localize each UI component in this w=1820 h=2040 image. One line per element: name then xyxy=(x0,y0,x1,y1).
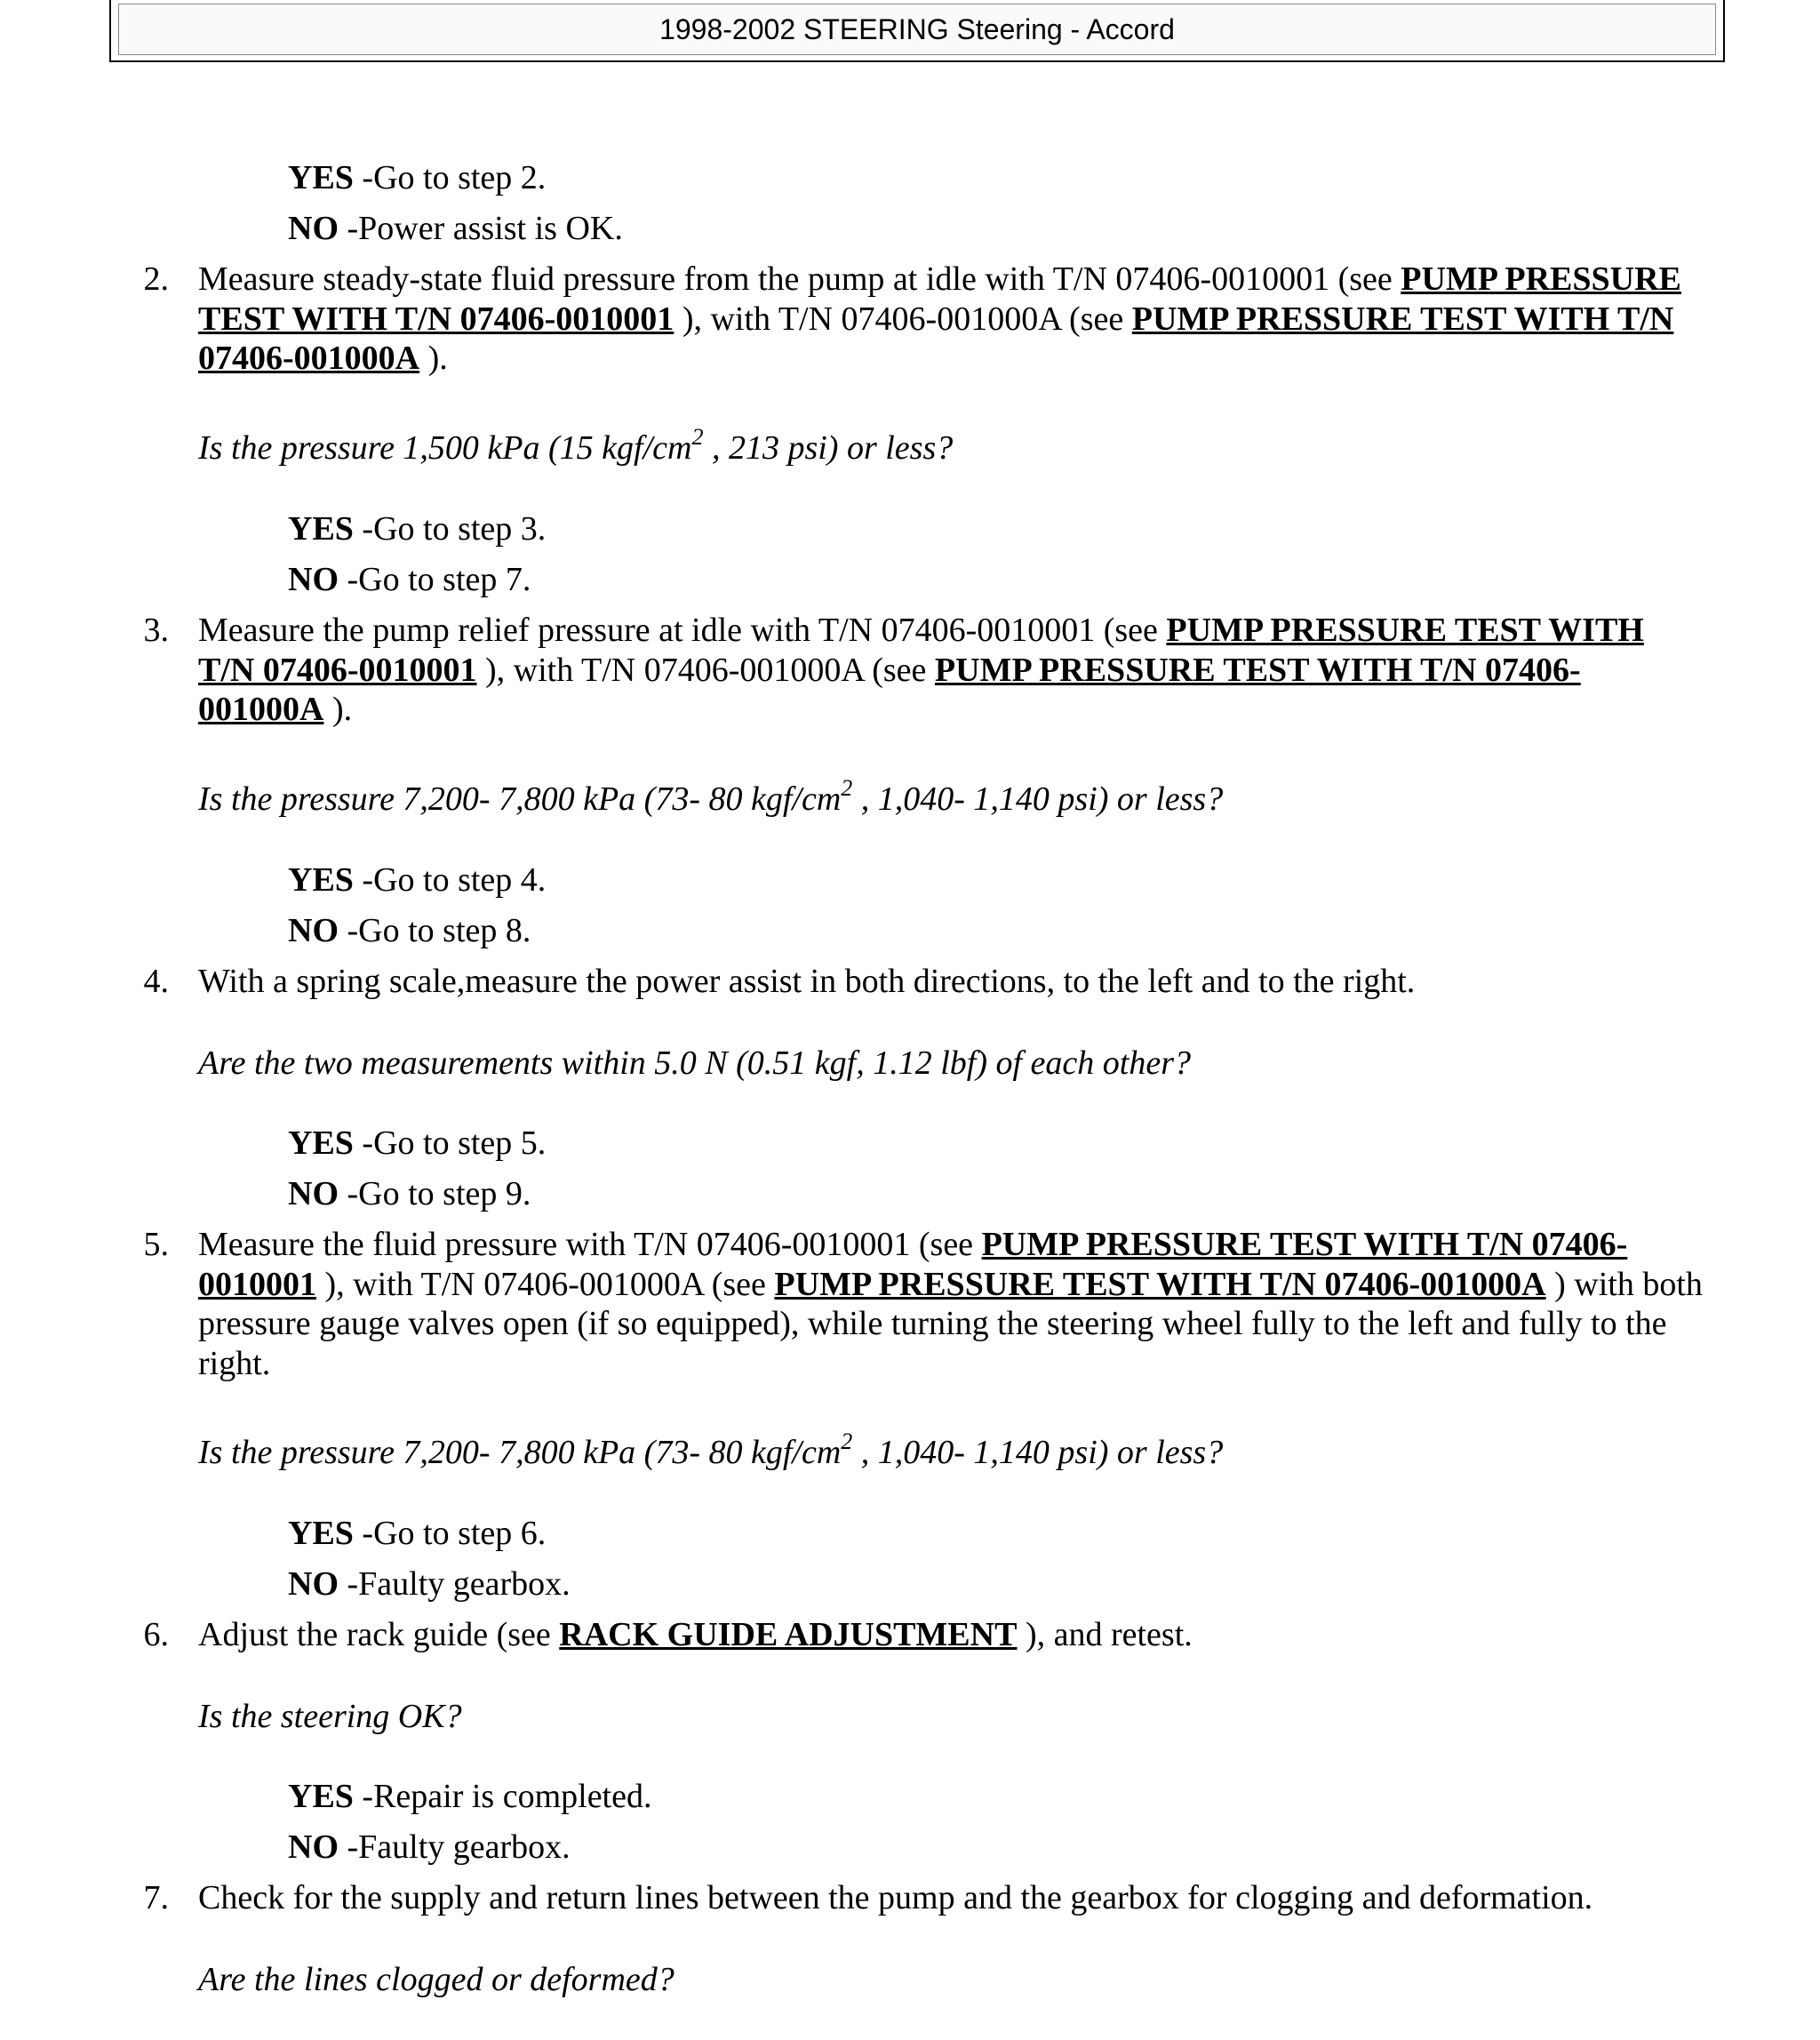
step2-no: NO -Go to step 7. xyxy=(288,561,531,598)
step5-question: Is the pressure 7,200- 7,800 kPa (73- 80 kgf/$cm^2$ , 1,040- 1,140 psi) or less? xyxy=(198,1428,1224,1471)
step4-question: Are the two measurements within 5.0 N (0.51 kgf, 1.12 lbf) of each other? xyxy=(198,1044,1191,1082)
step6-text: Adjust the rack guide (see RACK GUIDE ADJUSTMENT ), and retest. xyxy=(198,1616,1193,1653)
page-header xyxy=(118,4,1716,55)
step5-number: 5. xyxy=(143,1226,169,1263)
step3-number: 3. xyxy=(143,612,169,649)
step2-yes: YES -Go to step 3. xyxy=(288,510,547,548)
step6-yes: YES -Repair is completed. xyxy=(288,1778,652,1815)
step6-link-rack-guide[interactable]: RACK GUIDE ADJUSTMENT xyxy=(559,1616,1018,1653)
step6-question: Is the steering OK? xyxy=(198,1698,462,1735)
step5-link-test-0010001[interactable]: PUMP PRESSURE TEST WITH T/N 07406-0010001 xyxy=(198,1226,1628,1303)
step3-no: NO -Go to step 8. xyxy=(288,912,531,949)
header-title: 1998-2002 STEERING Steering - Accord xyxy=(659,12,1175,45)
step5-yes: YES -Go to step 6. xyxy=(288,1515,547,1552)
step6-no: NO -Faulty gearbox. xyxy=(288,1828,571,1866)
step7-text: Check for the supply and return lines between the pump and the gearbox for clogging and deformation. xyxy=(198,1879,1593,1916)
step2-question: Is the pressure 1,500 kPa (15 kgf/$cm^2$ , 213 psi) or less? xyxy=(198,424,954,467)
step1-no: NO -Power assist is OK. xyxy=(288,210,623,247)
step7-number: 7. xyxy=(143,1879,169,1916)
step3-link-test-001000a[interactable]: PUMP PRESSURE TEST WITH T/N 07406-001000A xyxy=(198,651,1581,728)
step2-text: Measure steady-state fluid pressure from the pump at idle with T/N 07406-0010001 (see PUMP PRESSURE TEST WITH T/N 07406-0010001 ), with T/N 07406-001000A (see PUMP PRESSURE TEST WITH T/N 07406-001000A ). xyxy=(198,260,1681,377)
step3-question: Is the pressure 7,200- 7,800 kPa (73- 80 kgf/$cm^2$ , 1,040- 1,140 psi) or less? xyxy=(198,775,1224,818)
step2-link-test-001000a[interactable]: PUMP PRESSURE TEST WITH T/N 07406-001000A xyxy=(198,300,1674,377)
step7-question: Are the lines clogged or deformed? xyxy=(198,1961,675,1998)
step5-text: Measure the fluid pressure with T/N 07406-0010001 (see PUMP PRESSURE TEST WITH T/N 07406-0010001 ), with T/N 07406-001000A (see PUMP PRESSURE TEST WITH T/N 07406-001000A ) with both pressure gauge valves open (if so equipped), while turning the steering wheel fully to the left and fully to the right. xyxy=(198,1226,1703,1382)
step5-no: NO -Faulty gearbox. xyxy=(288,1565,571,1603)
step2-number: 2. xyxy=(143,260,169,298)
step6-number: 6. xyxy=(143,1616,169,1653)
step3-yes: YES -Go to step 4. xyxy=(288,861,547,899)
step4-no: NO -Go to step 9. xyxy=(288,1175,531,1212)
step3-text: Measure the pump relief pressure at idle with T/N 07406-0010001 (see PUMP PRESSURE TEST WITH T/N 07406-0010001 ), with T/N 07406-001000A (see PUMP PRESSURE TEST WITH T/N 07406-001000A ). xyxy=(198,612,1644,728)
step4-yes: YES -Go to step 5. xyxy=(288,1124,547,1162)
step2-link-test-0010001[interactable]: PUMP PRESSURE TEST WITH T/N 07406-0010001 xyxy=(198,260,1681,338)
step3-link-test-0010001[interactable]: PUMP PRESSURE TEST WITH T/N 07406-0010001 xyxy=(198,612,1644,689)
step1-yes: YES -Go to step 2. xyxy=(288,159,547,196)
step4-number: 4. xyxy=(143,963,169,1000)
step4-text: With a spring scale,measure the power assist in both directions, to the left and to the right. xyxy=(198,963,1416,1000)
step5-link-test-001000a[interactable]: PUMP PRESSURE TEST WITH T/N 07406-001000A xyxy=(774,1265,1546,1303)
